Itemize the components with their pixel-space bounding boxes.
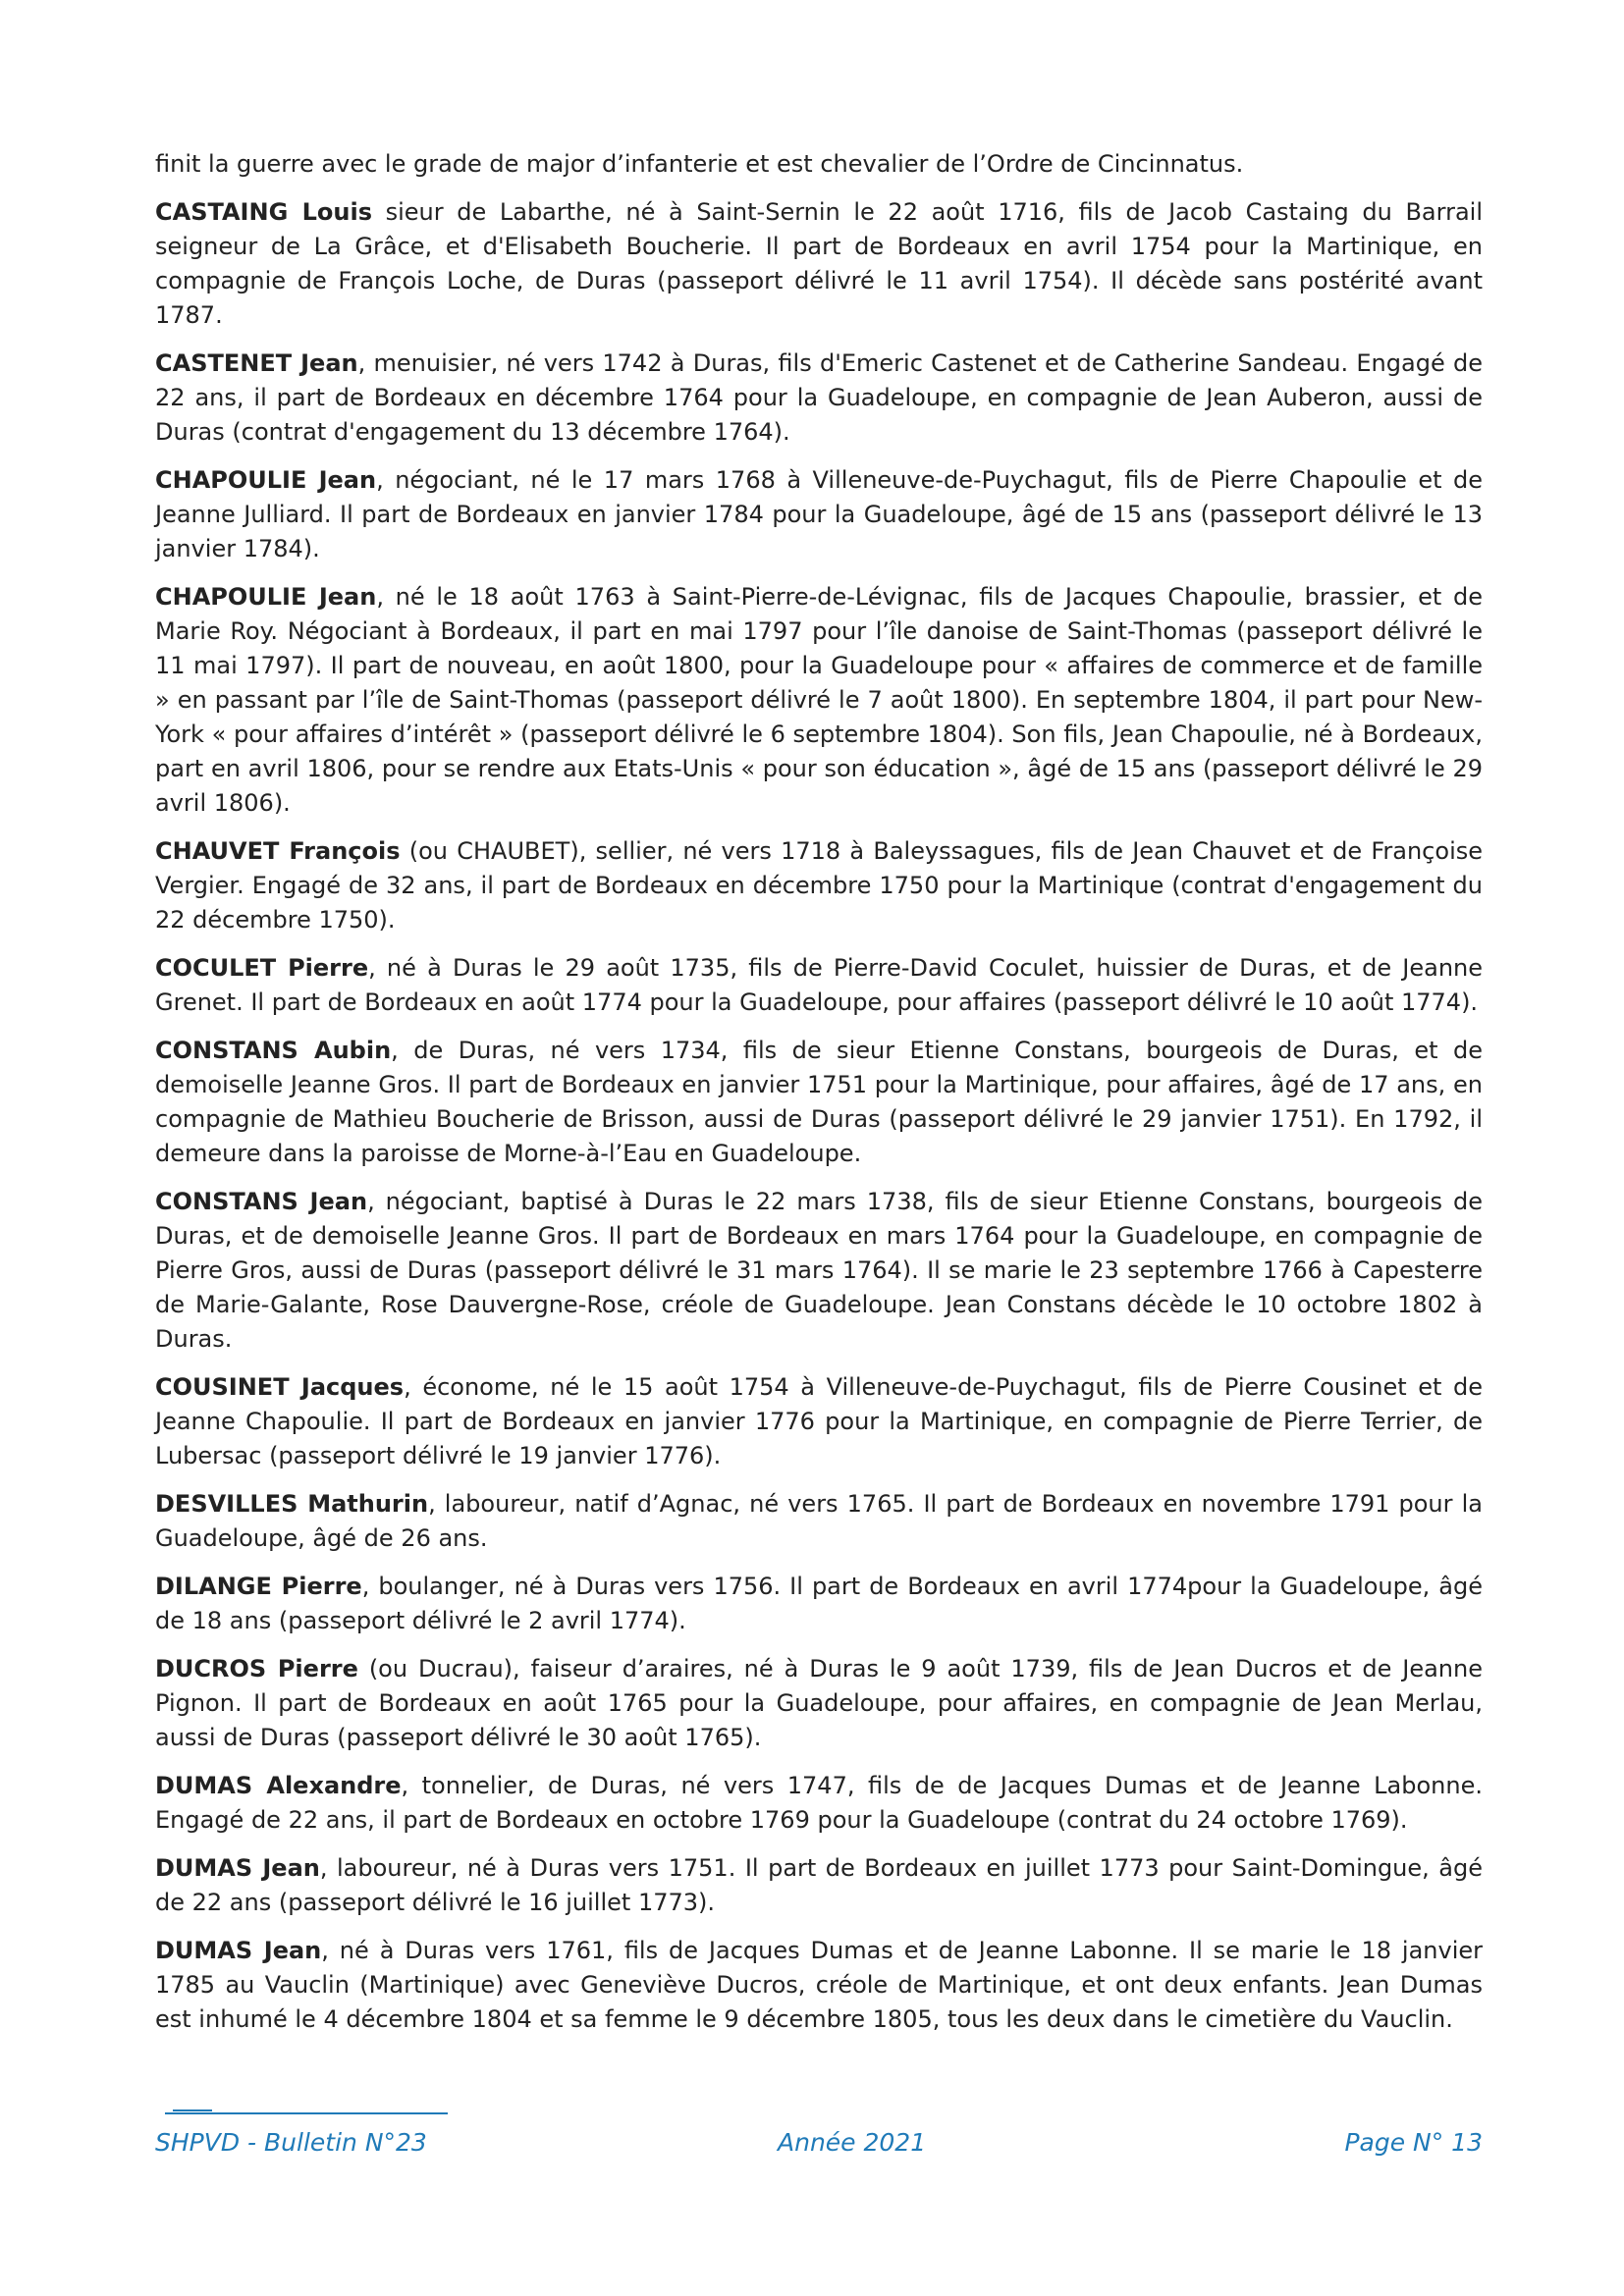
entry-text: sieur de Labarthe, né à Saint-Sernin le 22 août 1716, fils de Jacob Castaing du Barrail seigneur de La Grâce, et d'Elisabeth Boucherie. Il part de Bordeaux en avril 1754 pour la Martinique, en compagnie de François Loche, de Duras (passeport délivré le 11 avril 1754). Il décède sans postérité avant 1787. <box>155 198 1483 329</box>
entry-paragraph <box>155 1934 1483 2037</box>
entry-paragraph <box>155 1185 1483 1357</box>
entry-paragraph <box>155 1851 1483 1920</box>
entry-name: CASTAING Louis <box>155 198 372 226</box>
entry-paragraph <box>155 951 1483 1020</box>
entry-text: , laboureur, natif d’Agnac, né vers 1765. Il part de Bordeaux en novembre 1791 pour la Guadeloupe, âgé de 26 ans. <box>155 1490 1483 1552</box>
document-body <box>155 147 1483 2051</box>
entry-paragraph <box>155 347 1483 450</box>
entry-name: DUMAS Jean <box>155 1937 322 1964</box>
entry-paragraph <box>155 834 1483 937</box>
entry-text: , économe, né le 15 août 1754 à Villeneuve-de-Puychagut, fils de Pierre Cousinet et de Jeanne Chapoulie. Il part de Bordeaux en janvier 1776 pour la Martinique, en compagnie de Pierre Terrier, de Lubersac (passeport délivré le 19 janvier 1776). <box>155 1373 1484 1469</box>
entry-paragraph <box>155 1034 1483 1171</box>
entry-text: , laboureur, né à Duras vers 1751. Il part de Bordeaux en juillet 1773 pour Saint-Domingue, âgé de 22 ans (passeport délivré le 16 juillet 1773). <box>155 1854 1484 1916</box>
entry-paragraph <box>155 1370 1483 1473</box>
footer-bulletin: SHPVD - Bulletin N°23 <box>155 2128 427 2157</box>
entry-name: DESVILLES Mathurin <box>155 1490 429 1518</box>
entry-paragraph <box>155 1652 1483 1755</box>
entry-name: COUSINET Jacques <box>155 1373 405 1401</box>
entry-paragraph <box>155 580 1483 821</box>
footer-rule-accent <box>173 2109 212 2111</box>
entry-name: CHAPOULIE Jean <box>155 466 377 494</box>
entry-text: (ou Ducrau), faiseur d’araires, né à Duras le 9 août 1739, fils de Jean Ducros et de Jeanne Pignon. Il part de Bordeaux en août 1765 pour la Guadeloupe, pour affaires, en compagnie de Jean Merlau, aussi de Duras (passeport délivré le 30 août 1765). <box>155 1655 1483 1751</box>
entry-text: , de Duras, né vers 1734, fils de sieur Etienne Constans, bourgeois de Duras, et de demoiselle Jeanne Gros. Il part de Bordeaux en janvier 1751 pour la Martinique, pour affaires, âgé de 17 ans, en compagnie de Mathieu Boucherie de Brisson, aussi de Duras (passeport délivré le 29 janvier 1751). En 1792, il demeure dans la paroisse de Morne-à-l’Eau en Guadeloupe. <box>155 1037 1483 1167</box>
intro-paragraph: finit la guerre avec le grade de major d’infanterie et est chevalier de l’Ordre de Cincinnatus. <box>155 150 1244 178</box>
entry-paragraph <box>155 1487 1483 1556</box>
entry-name: CHAPOULIE Jean <box>155 583 377 611</box>
entry-text: , né à Duras le 29 août 1735, fils de Pierre-David Coculet, huissier de Duras, et de Jeanne Grenet. Il part de Bordeaux en août 1774 pour la Guadeloupe, pour affaires (passeport délivré le 10 août 1774). <box>155 954 1484 1016</box>
entry-name: DUMAS Jean <box>155 1854 320 1882</box>
entry-name: CONSTANS Jean <box>155 1188 368 1215</box>
entry-name: CASTENET Jean <box>155 349 358 377</box>
entry-name: DUMAS Alexandre <box>155 1772 402 1799</box>
entry-text: , menuisier, né vers 1742 à Duras, fils d'Emeric Castenet et de Catherine Sandeau. Engagé de 22 ans, il part de Bordeaux en décembre 1764 pour la Guadeloupe, en compagnie de Jean Auberon, aussi de Duras (contrat d'engagement du 13 décembre 1764). <box>155 349 1484 446</box>
entry-name: DILANGE Pierre <box>155 1573 362 1600</box>
entry-paragraph <box>155 463 1483 566</box>
entry-list <box>155 195 1483 2037</box>
footer-page-number: Page N° 13 <box>1344 2128 1483 2157</box>
entry-paragraph <box>155 195 1483 333</box>
entry-paragraph <box>155 1769 1483 1838</box>
entry-text: , boulanger, né à Duras vers 1756. Il part de Bordeaux en avril 1774pour la Guadeloupe, âgé de 18 ans (passeport délivré le 2 avril 1774). <box>155 1573 1484 1634</box>
entry-name: COCULET Pierre <box>155 954 369 982</box>
footer-rule <box>165 2112 448 2114</box>
page-footer <box>155 2128 1483 2167</box>
entry-text: , négociant, né le 17 mars 1768 à Villeneuve-de-Puychagut, fils de Pierre Chapoulie et de Jeanne Julliard. Il part de Bordeaux en janvier 1784 pour la Guadeloupe, âgé de 15 ans (passeport délivré le 13 janvier 1784). <box>155 466 1483 562</box>
entry-name: CONSTANS Aubin <box>155 1037 392 1064</box>
entry-name: CHAUVET François <box>155 837 401 865</box>
entry-text: , négociant, baptisé à Duras le 22 mars 1738, fils de sieur Etienne Constans, bourgeois de Duras, et de demoiselle Jeanne Gros. Il part de Bordeaux en mars 1764 pour la Guadeloupe, en compagnie de Pierre Gros, aussi de Duras (passeport délivré le 31 mars 1764). Il se marie le 23 septembre 1766 à Capesterre de Marie-Galante, Rose Dauvergne-Rose, créole de Guadeloupe. Jean Constans décède le 10 octobre 1802 à Duras. <box>155 1188 1484 1353</box>
entry-text: , né à Duras vers 1761, fils de Jacques Dumas et de Jeanne Labonne. Il se marie le 18 janvier 1785 au Vauclin (Martinique) avec Geneviève Ducros, créole de Martinique, et ont deux enfants. Jean Dumas est inhumé le 4 décembre 1804 et sa femme le 9 décembre 1805, tous les deux dans le cimetière du Vauclin. <box>155 1937 1483 2033</box>
entry-text: , tonnelier, de Duras, né vers 1747, fils de de Jacques Dumas et de Jeanne Labonne. Engagé de 22 ans, il part de Bordeaux en octobre 1769 pour la Guadeloupe (contrat du 24 octobre 1769). <box>155 1772 1483 1834</box>
footer-year: Année 2021 <box>778 2128 927 2157</box>
entry-paragraph <box>155 1570 1483 1638</box>
entry-text: (ou CHAUBET), sellier, né vers 1718 à Baleyssagues, fils de Jean Chauvet et de Françoise Vergier. Engagé de 32 ans, il part de Bordeaux en décembre 1750 pour la Martinique (contrat d'engagement du 22 décembre 1750). <box>155 837 1484 934</box>
entry-name: DUCROS Pierre <box>155 1655 358 1682</box>
entry-text: , né le 18 août 1763 à Saint-Pierre-de-Lévignac, fils de Jacques Chapoulie, brassier, et de Marie Roy. Négociant à Bordeaux, il part en mai 1797 pour l’île danoise de Saint-Thomas (passeport délivré le 11 mai 1797). Il part de nouveau, en août 1800, pour la Guadeloupe pour « affaires de commerce et de famille » en passant par l’île de Saint-Thomas (passeport délivré le 7 août 1800). En septembre 1804, il part pour New-York « pour affaires d’intérêt » (passeport délivré le 6 septembre 1804). Son fils, Jean Chapoulie, né à Bordeaux, part en avril 1806, pour se rendre aux Etats-Unis « pour son éducation », âgé de 15 ans (passeport délivré le 29 avril 1806). <box>155 583 1483 817</box>
